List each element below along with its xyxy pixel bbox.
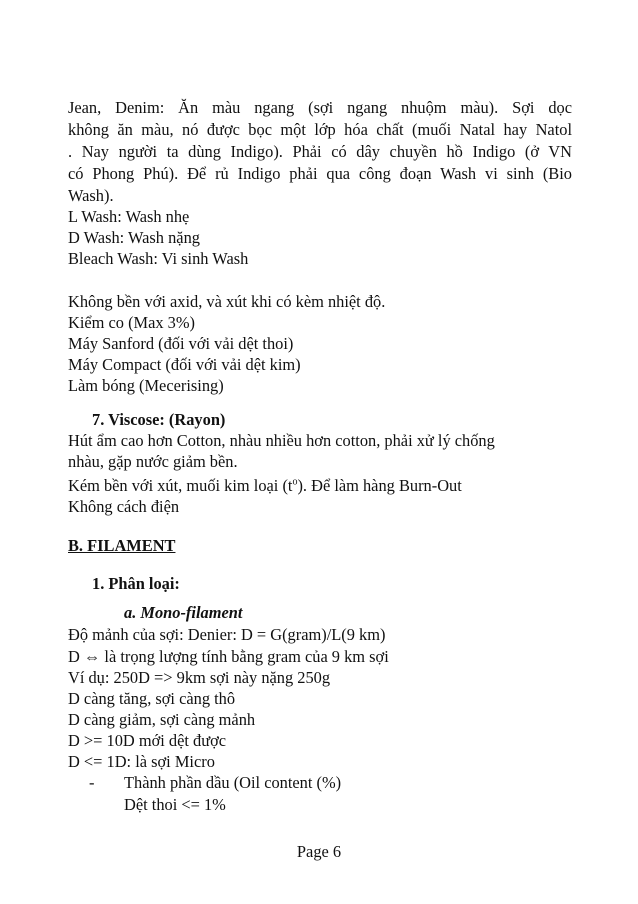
paragraph-line: Wash). xyxy=(68,186,114,205)
paragraph-line: có Phong Phú). Để rủ Indigo phải qua công đoạn Wash vi sinh (Bio xyxy=(68,164,572,183)
subsection-heading: 1. Phân loại: xyxy=(92,574,180,593)
section-heading-filament: B. FILAMENT xyxy=(68,536,176,555)
section-heading-viscose: 7. Viscose: (Rayon) xyxy=(92,410,226,429)
property-line: Máy Sanford (đối với vải dệt thoi) xyxy=(68,334,294,353)
filament-line: Ví dụ: 250D => 9km sợi này nặng 250g xyxy=(68,668,331,687)
property-line: Máy Compact (đối với vải dệt kim) xyxy=(68,355,301,374)
paragraph-line: Không cách điện xyxy=(68,497,180,516)
property-line: Làm bóng (Mecerising) xyxy=(68,376,224,395)
paragraph-line: không ăn màu, nó được bọc một lớp hóa chất (muối Natal hay Natol xyxy=(68,120,572,139)
bullet-sub-line: Dệt thoi <= 1% xyxy=(124,795,226,814)
page-number: Page 6 xyxy=(296,842,342,861)
paragraph-line: nhàu, gặp nước giảm bền. xyxy=(68,452,238,471)
bullet-text: Thành phần dầu (Oil content (%) xyxy=(124,773,342,792)
bullet-dash: - xyxy=(89,773,95,792)
sub-subsection-heading: a. Mono-filament xyxy=(124,603,243,622)
wash-line: D Wash: Wash nặng xyxy=(68,228,200,247)
paragraph-line: Hút ẩm cao hơn Cotton, nhàu nhiều hơn cotton, phải xử lý chống xyxy=(68,431,495,450)
property-line: Không bền với axid, và xút khi có kèm nhiệt độ. xyxy=(68,292,386,311)
paragraph-line: Jean, Denim: Ăn màu ngang (sợi ngang nhuộm màu). Sợi dọc xyxy=(68,98,572,117)
filament-line: D >= 10D mới dệt được xyxy=(68,731,227,750)
filament-line: D càng tăng, sợi càng thô xyxy=(68,689,236,708)
paragraph-line: Kém bền với xút, muối kim loại $(t^o)$. Để làm hàng Burn-Out xyxy=(68,476,462,495)
filament-line: D <= 1D: là sợi Micro xyxy=(68,752,215,771)
filament-line: D càng giảm, sợi càng mảnh xyxy=(68,710,256,729)
wash-line: Bleach Wash: Vi sinh Wash xyxy=(68,249,249,268)
filament-line: D ⇔ là trọng lượng tính bằng gram của 9 km sợi xyxy=(68,647,389,666)
wash-line: L Wash: Wash nhẹ xyxy=(68,207,190,226)
paragraph-line: . Nay người ta dùng Indigo). Phải có dây chuyền hồ Indigo (ở VN xyxy=(68,142,572,161)
property-line: Kiểm co (Max 3%) xyxy=(68,313,195,332)
filament-line: Độ mảnh của sợi: Denier: D = G(gram)/L(9 km) xyxy=(68,625,386,644)
